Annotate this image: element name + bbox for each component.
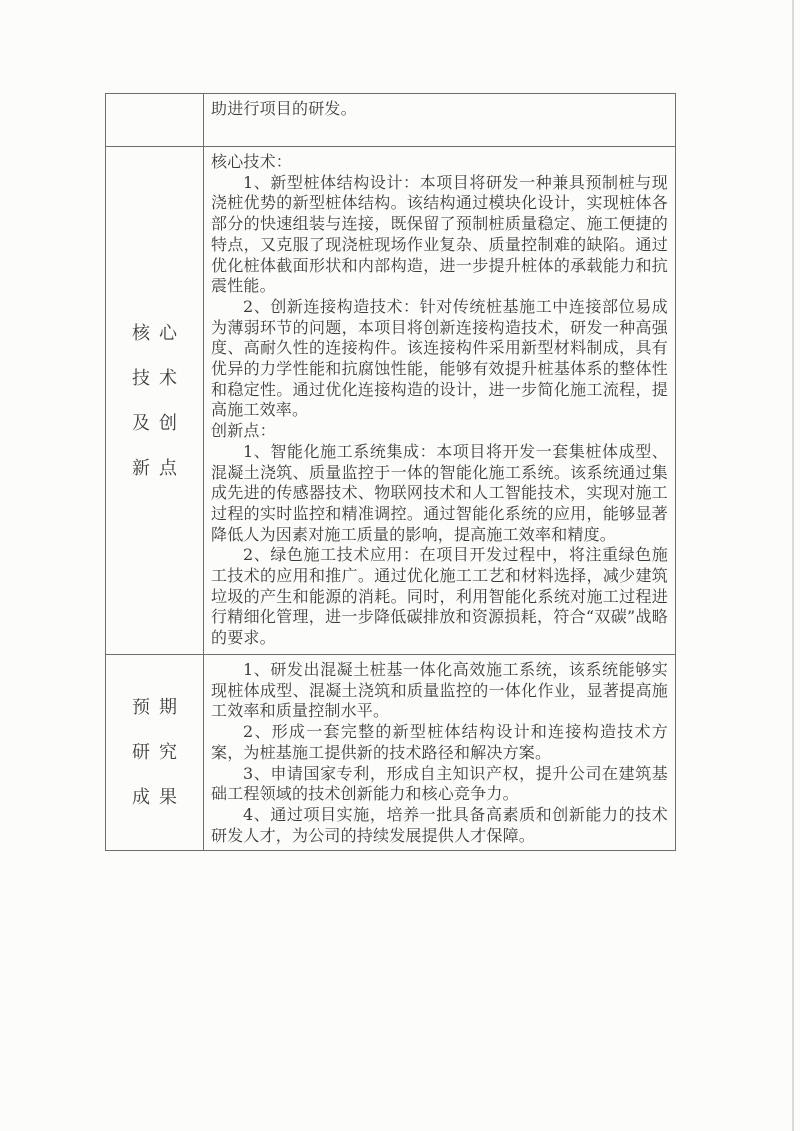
row-label-line: 研究: [132, 742, 186, 764]
row-label-line: 核心: [132, 322, 186, 344]
table-row: [106, 94, 676, 147]
paragraph: 创新点：: [211, 421, 276, 441]
row-label-line: 技术: [132, 367, 186, 389]
paragraph: 助进行项目的研发。: [211, 99, 357, 118]
row-content-cell: [204, 655, 676, 851]
paragraph: 1、新型桩体结构设计：本项目将研发一种兼具预制桩与现浇桩优势的新型桩体结构。该结构通过模块化设计，实现桩体各部分的快速组装与连接，既保留了预制桩质量稳定、施工便捷的特点，又克服了现浇桩现场作业复杂、质量控制难的缺陷。通过优化桩体截面形状和内部构造，进一步提升桩体的承载能力和抗震性能。: [211, 172, 668, 296]
row-label-cell: [106, 94, 204, 147]
paragraph: 2、形成一套完整的新型桩体结构设计和连接构造技术方案，为桩基施工提供新的技术路径和解决方案。: [211, 722, 668, 762]
table-row: [106, 655, 676, 851]
scan-edge-line: [792, 0, 794, 1131]
paragraph: 2、绿色施工技术应用：在项目开发过程中，将注重绿色施工技术的应用和推广。通过优化施工工艺和材料选择，减少建筑垃圾的产生和能源的消耗。同时，利用智能化系统对施工过程进行精细化管理，进一步降低碳排放和资源损耗，符合“双碳”战略的要求。: [211, 545, 668, 648]
paragraph: 核心技术：: [211, 152, 293, 171]
row-label-line: 预期: [132, 697, 186, 719]
row-label-line: 新点: [132, 457, 186, 479]
paragraph: 1、智能化施工系统集成：本项目将开发一套集桩体成型、混凝土浇筑、质量监控于一体的智能化施工系统。该系统通过集成先进的传感器技术、物联网技术和人工智能技术，实现对施工过程的实时监控和精准调控。通过智能化系统的应用，能够显著降低人为因素对施工质量的影响，提高施工效率和精度。: [211, 441, 668, 544]
paragraph: 3、申请国家专利，形成自主知识产权，提升公司在建筑基础工程领域的技术创新能力和核心竞争力。: [211, 763, 668, 804]
document-table: [105, 93, 676, 851]
document-table-body: [106, 94, 676, 851]
table-row: [106, 147, 676, 655]
row-label-line: 成果: [132, 787, 186, 809]
paragraph: 2、创新连接构造技术：针对传统桩基施工中连接部位易成为薄弱环节的问题，本项目将创新连接构造技术，研发一种高强度、高耐久性的连接构件。该连接构件采用新型材料制成，具有优异的力学性能和抗腐蚀性能，能够有效提升桩基体系的整体性和稳定性。通过优化连接构造的设计，进一步简化施工流程，提高施工效率。: [211, 296, 668, 420]
paragraph: 1、研发出混凝土桩基一体化高效施工系统，该系统能够实现桩体成型、混凝土浇筑和质量监控的一体化作业，显著提高施工效率和质量控制水平。: [211, 660, 668, 721]
paragraph: 4、通过项目实施，培养一批具备高素质和创新能力的技术研发人才，为公司的持续发展提供人才保障。: [211, 804, 668, 845]
row-label-cell: [106, 655, 204, 851]
row-label-cell: [106, 147, 204, 655]
row-content-cell: [204, 94, 676, 147]
row-label-line: 及创: [132, 412, 186, 434]
row-content-cell: [204, 147, 676, 655]
